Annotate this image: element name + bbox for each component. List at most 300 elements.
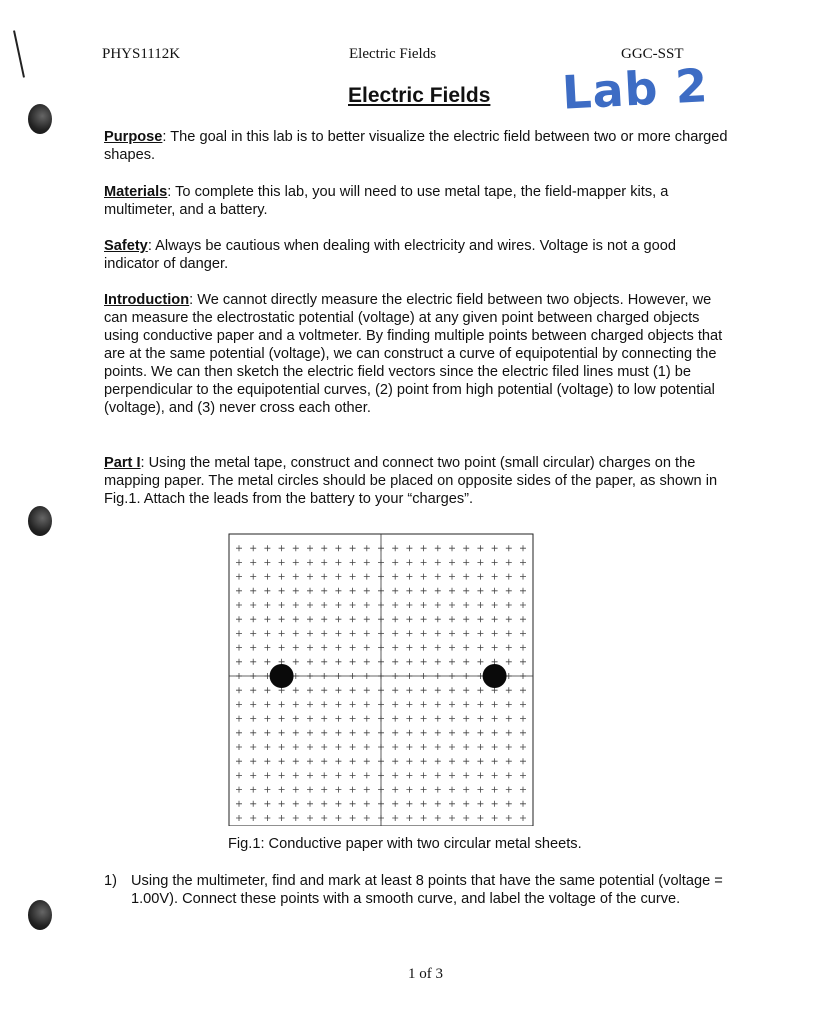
grid-plus-mark (477, 574, 483, 580)
grid-plus-mark (250, 659, 256, 665)
grid-plus-mark (520, 588, 526, 594)
grid-plus-mark (293, 602, 299, 608)
grid-plus-mark (506, 588, 512, 594)
grid-plus-mark (406, 588, 412, 594)
grid-plus-mark (506, 716, 512, 722)
grid-plus-mark (463, 645, 469, 651)
grid-plus-mark (350, 787, 356, 793)
grid-plus-mark (250, 801, 256, 807)
grid-plus-mark (350, 758, 356, 764)
page-title: Electric Fields (348, 84, 491, 107)
grid-plus-mark (435, 716, 441, 722)
grid-plus-mark (293, 645, 299, 651)
page-number: 1 of 3 (408, 966, 443, 982)
grid-plus-mark (406, 545, 412, 551)
grid-plus-mark (250, 559, 256, 565)
grid-plus-mark (463, 687, 469, 693)
grid-plus-mark (506, 545, 512, 551)
grid-plus-mark (364, 787, 370, 793)
grid-plus-mark (335, 815, 341, 821)
grid-plus-mark (236, 659, 242, 665)
grid-plus-mark (492, 744, 498, 750)
grid-plus-mark (449, 758, 455, 764)
grid-plus-mark (236, 559, 242, 565)
grid-plus-mark (236, 730, 242, 736)
grid-plus-mark (335, 744, 341, 750)
grid-plus-mark (406, 716, 412, 722)
grid-plus-mark (293, 545, 299, 551)
grid-plus-mark (250, 716, 256, 722)
grid-plus-mark (250, 701, 256, 707)
grid-plus-mark (421, 687, 427, 693)
grid-plus-mark (435, 616, 441, 622)
grid-plus-mark (492, 574, 498, 580)
grid-plus-mark (264, 645, 270, 651)
handwritten-lab-note: Lab 2 (560, 58, 710, 120)
grid-plus-mark (421, 545, 427, 551)
grid-plus-mark (520, 687, 526, 693)
grid-plus-mark (449, 659, 455, 665)
grid-plus-mark (520, 574, 526, 580)
grid-plus-mark (293, 772, 299, 778)
grid-plus-mark (307, 787, 313, 793)
grid-plus-mark (364, 602, 370, 608)
grid-plus-mark (449, 744, 455, 750)
grid-plus-mark (449, 602, 455, 608)
grid-plus-mark (321, 730, 327, 736)
grid-plus-mark (421, 801, 427, 807)
grid-plus-mark (364, 801, 370, 807)
grid-plus-mark (435, 545, 441, 551)
grid-plus-mark (350, 602, 356, 608)
grid-plus-mark (279, 574, 285, 580)
grid-plus-mark (364, 616, 370, 622)
grid-plus-mark (250, 645, 256, 651)
grid-plus-mark (279, 758, 285, 764)
grid-plus-mark (335, 659, 341, 665)
grid-plus-mark (335, 645, 341, 651)
grid-plus-mark (307, 602, 313, 608)
grid-plus-mark (335, 801, 341, 807)
grid-plus-mark (250, 772, 256, 778)
grid-plus-mark (350, 630, 356, 636)
grid-plus-mark (392, 687, 398, 693)
grid-plus-mark (321, 815, 327, 821)
grid-plus-mark (421, 645, 427, 651)
grid-plus-mark (321, 559, 327, 565)
grid-plus-mark (293, 730, 299, 736)
grid-plus-mark (293, 701, 299, 707)
grid-plus-mark (364, 545, 370, 551)
grid-plus-mark (406, 602, 412, 608)
grid-plus-mark (435, 659, 441, 665)
grid-plus-mark (421, 616, 427, 622)
grid-plus-mark (506, 701, 512, 707)
grid-plus-mark (236, 815, 242, 821)
grid-plus-mark (406, 787, 412, 793)
part1-section: Part I: Using the metal tape, construct and connect two point (small circular) charges on the mapping paper. The metal circles should be placed on opposite sides of the paper, as shown in Fig.1. Attach the leads from the battery to your “charges”. (104, 455, 718, 507)
metal-charge-2 (483, 664, 507, 688)
grid-plus-mark (264, 772, 270, 778)
grid-plus-mark (364, 588, 370, 594)
grid-plus-mark (406, 559, 412, 565)
grid-plus-mark (293, 801, 299, 807)
grid-plus-mark (236, 630, 242, 636)
grid-plus-mark (520, 701, 526, 707)
grid-plus-mark (307, 701, 313, 707)
grid-plus-mark (520, 545, 526, 551)
grid-plus-mark (279, 772, 285, 778)
grid-plus-mark (236, 545, 242, 551)
grid-plus-mark (250, 574, 256, 580)
grid-plus-mark (350, 772, 356, 778)
grid-plus-mark (364, 659, 370, 665)
grid-plus-mark (293, 815, 299, 821)
grid-plus-mark (264, 602, 270, 608)
grid-plus-mark (492, 716, 498, 722)
grid-plus-mark (279, 716, 285, 722)
grid-plus-mark (321, 588, 327, 594)
grid-plus-mark (236, 801, 242, 807)
grid-plus-mark (264, 758, 270, 764)
grid-plus-mark (321, 659, 327, 665)
grid-plus-mark (392, 645, 398, 651)
grid-plus-mark (321, 758, 327, 764)
grid-plus-mark (321, 645, 327, 651)
grid-plus-mark (264, 545, 270, 551)
grid-plus-mark (435, 574, 441, 580)
grid-plus-mark (421, 630, 427, 636)
grid-plus-mark (449, 801, 455, 807)
grid-plus-mark (520, 787, 526, 793)
grid-plus-mark (406, 772, 412, 778)
grid-plus-mark (392, 716, 398, 722)
grid-plus-mark (321, 744, 327, 750)
grid-plus-mark (406, 687, 412, 693)
grid-plus-mark (264, 559, 270, 565)
grid-plus-mark (321, 602, 327, 608)
punch-hole (28, 506, 52, 536)
grid-plus-mark (335, 772, 341, 778)
grid-plus-mark (279, 559, 285, 565)
grid-plus-mark (421, 588, 427, 594)
grid-plus-mark (307, 758, 313, 764)
grid-plus-mark (279, 645, 285, 651)
grid-plus-mark (321, 574, 327, 580)
grid-plus-mark (477, 687, 483, 693)
grid-plus-mark (350, 730, 356, 736)
grid-plus-mark (392, 758, 398, 764)
grid-plus-mark (449, 588, 455, 594)
grid-plus-mark (307, 630, 313, 636)
grid-plus-mark (264, 588, 270, 594)
grid-plus-mark (392, 602, 398, 608)
grid-plus-mark (236, 588, 242, 594)
grid-plus-mark (392, 744, 398, 750)
grid-plus-mark (477, 659, 483, 665)
grid-plus-mark (264, 659, 270, 665)
grid-plus-mark (463, 588, 469, 594)
materials-label: Materials (104, 184, 168, 200)
grid-plus-mark (364, 772, 370, 778)
grid-plus-mark (307, 687, 313, 693)
grid-plus-mark (335, 701, 341, 707)
grid-plus-mark (364, 687, 370, 693)
question-text: Using the multimeter, find and mark at least 8 points that have the same potential (voltage = 1.00V). Connect these points with a smooth curve, and label the voltage of the curve. (131, 873, 723, 907)
grid-plus-mark (264, 687, 270, 693)
grid-plus-mark (477, 787, 483, 793)
grid-plus-mark (335, 588, 341, 594)
grid-plus-mark (293, 588, 299, 594)
grid-plus-mark (307, 559, 313, 565)
grid-plus-mark (279, 588, 285, 594)
grid-plus-mark (435, 588, 441, 594)
grid-plus-mark (421, 701, 427, 707)
grid-plus-mark (492, 730, 498, 736)
grid-plus-mark (492, 701, 498, 707)
grid-plus-mark (406, 701, 412, 707)
grid-plus-mark (506, 559, 512, 565)
grid-plus-mark (364, 716, 370, 722)
grid-plus-mark (492, 772, 498, 778)
grid-plus-mark (520, 730, 526, 736)
grid-plus-mark (520, 801, 526, 807)
grid-plus-mark (293, 630, 299, 636)
grid-plus-mark (392, 801, 398, 807)
grid-plus-mark (406, 659, 412, 665)
part1-text: Using the metal tape, construct and connect two point (small circular) charges on the mapping paper. The metal circles should be placed on opposite sides of the paper, as shown in Fig.1. Attach the leads from the battery to your “charges”. (104, 455, 718, 507)
grid-plus-mark (477, 602, 483, 608)
grid-plus-mark (279, 616, 285, 622)
grid-plus-mark (477, 630, 483, 636)
introduction-text: We cannot directly measure the electric field between two objects. However, we can measure the electrostatic potential (voltage) at any given point between charged objects using conductive paper and a voltmeter. By finding multiple points between charged objects that are at the same potential (voltage), we can construct a curve of equipotential by connecting the points. We can then sketch the electric field vectors since the electric filed lines must (1) be perpendicular to the equipotential curves, (2) point from high potential (voltage) to low potential (voltage), and (3) never cross each other. (104, 292, 723, 416)
grid-plus-mark (449, 787, 455, 793)
grid-plus-mark (392, 616, 398, 622)
grid-plus-mark (307, 815, 313, 821)
grid-plus-mark (250, 730, 256, 736)
grid-plus-mark (435, 602, 441, 608)
purpose-label: Purpose (104, 129, 163, 145)
grid-plus-mark (477, 645, 483, 651)
grid-plus-mark (236, 744, 242, 750)
grid-plus-mark (264, 574, 270, 580)
grid-plus-mark (350, 701, 356, 707)
grid-plus-mark (463, 815, 469, 821)
grid-plus-mark (435, 559, 441, 565)
purpose-text: The goal in this lab is to better visualize the electric field between two or more charged shapes. (104, 129, 728, 163)
grid-plus-mark (421, 772, 427, 778)
grid-plus-mark (406, 758, 412, 764)
grid-plus-mark (293, 716, 299, 722)
grid-plus-mark (264, 630, 270, 636)
grid-plus-mark (350, 815, 356, 821)
grid-plus-mark (520, 758, 526, 764)
grid-plus-mark (506, 815, 512, 821)
grid-plus-mark (421, 574, 427, 580)
grid-plus-mark (506, 772, 512, 778)
grid-plus-mark (492, 545, 498, 551)
grid-plus-mark (449, 616, 455, 622)
grid-plus-mark (477, 588, 483, 594)
grid-plus-mark (477, 801, 483, 807)
grid-plus-mark (321, 545, 327, 551)
grid-plus-mark (463, 772, 469, 778)
grid-plus-mark (321, 630, 327, 636)
grid-plus-mark (520, 815, 526, 821)
grid-plus-mark (435, 744, 441, 750)
grid-plus-mark (293, 574, 299, 580)
grid-plus-mark (463, 730, 469, 736)
figure-caption: Fig.1: Conductive paper with two circular metal sheets. (228, 836, 582, 852)
metal-charge-1 (270, 664, 294, 688)
grid-plus-mark (392, 701, 398, 707)
grid-plus-mark (492, 758, 498, 764)
grid-plus-mark (364, 574, 370, 580)
grid-plus-mark (264, 744, 270, 750)
grid-plus-mark (492, 815, 498, 821)
grid-plus-mark (293, 758, 299, 764)
punch-hole (28, 104, 52, 134)
grid-plus-mark (350, 687, 356, 693)
grid-plus-mark (449, 630, 455, 636)
materials-text: To complete this lab, you will need to use metal tape, the field-mapper kits, a multimeter, and a battery. (104, 184, 669, 218)
grid-plus-mark (264, 701, 270, 707)
grid-plus-mark (250, 758, 256, 764)
grid-plus-mark (307, 730, 313, 736)
grid-plus-mark (279, 815, 285, 821)
grid-plus-mark (350, 659, 356, 665)
grid-plus-mark (279, 545, 285, 551)
grid-plus-mark (492, 616, 498, 622)
grid-plus-mark (435, 730, 441, 736)
grid-plus-mark (477, 772, 483, 778)
grid-plus-mark (492, 801, 498, 807)
grid-plus-mark (307, 659, 313, 665)
materials-section: Materials: To complete this lab, you will need to use metal tape, the field-mapper kits, a multimeter, and a battery. (104, 184, 669, 218)
grid-plus-mark (350, 716, 356, 722)
grid-plus-mark (250, 630, 256, 636)
grid-plus-mark (250, 602, 256, 608)
grid-plus-mark (435, 687, 441, 693)
grid-plus-mark (335, 574, 341, 580)
grid-plus-mark (463, 758, 469, 764)
grid-plus-mark (350, 744, 356, 750)
grid-plus-mark (421, 559, 427, 565)
part1-label: Part I (104, 455, 141, 471)
grid-plus-mark (335, 602, 341, 608)
grid-plus-mark (435, 645, 441, 651)
grid-plus-mark (350, 559, 356, 565)
grid-plus-mark (279, 744, 285, 750)
grid-plus-mark (279, 801, 285, 807)
grid-plus-mark (392, 574, 398, 580)
grid-plus-mark (463, 545, 469, 551)
grid-plus-mark (449, 545, 455, 551)
grid-plus-mark (335, 616, 341, 622)
grid-plus-mark (406, 616, 412, 622)
grid-plus-mark (335, 730, 341, 736)
grid-plus-mark (264, 801, 270, 807)
grid-plus-mark (421, 659, 427, 665)
grid-plus-mark (279, 602, 285, 608)
grid-plus-mark (421, 758, 427, 764)
grid-plus-mark (506, 801, 512, 807)
grid-plus-mark (250, 616, 256, 622)
grid-plus-mark (435, 815, 441, 821)
punch-hole (28, 900, 52, 930)
grid-plus-mark (421, 716, 427, 722)
grid-plus-mark (392, 815, 398, 821)
grid-plus-mark (250, 744, 256, 750)
grid-plus-mark (421, 730, 427, 736)
grid-plus-mark (350, 545, 356, 551)
grid-plus-mark (335, 630, 341, 636)
grid-plus-mark (506, 687, 512, 693)
grid-plus-mark (449, 815, 455, 821)
grid-plus-mark (492, 687, 498, 693)
grid-plus-mark (506, 730, 512, 736)
grid-plus-mark (477, 758, 483, 764)
introduction-section: Introduction: We cannot directly measure the electric field between two objects. However, we can measure the electrostatic potential (voltage) at any given point between charged objects using conductive paper and a voltmeter. By finding multiple points between charged objects that are at the same potential (voltage), we can construct a curve of equipotential by connecting the points. We can then sketch the electric field vectors since the electric filed lines must (1) be perpendicular to the equipotential curves, (2) point from high potential (voltage) to low potential (voltage), and (3) never cross each other. (104, 292, 723, 416)
grid-plus-mark (392, 772, 398, 778)
grid-plus-mark (520, 659, 526, 665)
grid-plus-mark (449, 559, 455, 565)
grid-plus-mark (321, 701, 327, 707)
grid-plus-mark (279, 659, 285, 665)
grid-plus-mark (477, 815, 483, 821)
grid-plus-mark (406, 574, 412, 580)
grid-plus-mark (435, 701, 441, 707)
grid-plus-mark (506, 574, 512, 580)
grid-plus-mark (364, 630, 370, 636)
grid-plus-mark (463, 616, 469, 622)
grid-plus-mark (392, 730, 398, 736)
grid-plus-mark (307, 772, 313, 778)
grid-plus-mark (293, 787, 299, 793)
grid-plus-mark (307, 645, 313, 651)
grid-plus-mark (364, 815, 370, 821)
grid-plus-mark (463, 716, 469, 722)
scan-edge-mark (13, 30, 25, 77)
grid-plus-mark (492, 787, 498, 793)
grid-plus-mark (463, 787, 469, 793)
grid-plus-mark (392, 630, 398, 636)
grid-plus-mark (250, 815, 256, 821)
grid-plus-mark (463, 559, 469, 565)
grid-plus-mark (492, 630, 498, 636)
grid-plus-mark (236, 616, 242, 622)
grid-plus-mark (307, 744, 313, 750)
grid-plus-mark (435, 801, 441, 807)
grid-plus-mark (506, 787, 512, 793)
grid-plus-mark (250, 687, 256, 693)
grid-plus-mark (492, 559, 498, 565)
grid-plus-mark (392, 559, 398, 565)
grid-plus-mark (364, 744, 370, 750)
grid-plus-mark (335, 545, 341, 551)
grid-plus-mark (520, 645, 526, 651)
header-course: PHYS1112K (102, 46, 181, 62)
grid-plus-mark (449, 716, 455, 722)
grid-plus-mark (236, 574, 242, 580)
grid-plus-mark (236, 772, 242, 778)
grid-plus-mark (307, 545, 313, 551)
grid-plus-mark (236, 645, 242, 651)
grid-plus-mark (307, 801, 313, 807)
grid-plus-mark (406, 730, 412, 736)
grid-plus-mark (477, 616, 483, 622)
grid-plus-mark (350, 588, 356, 594)
